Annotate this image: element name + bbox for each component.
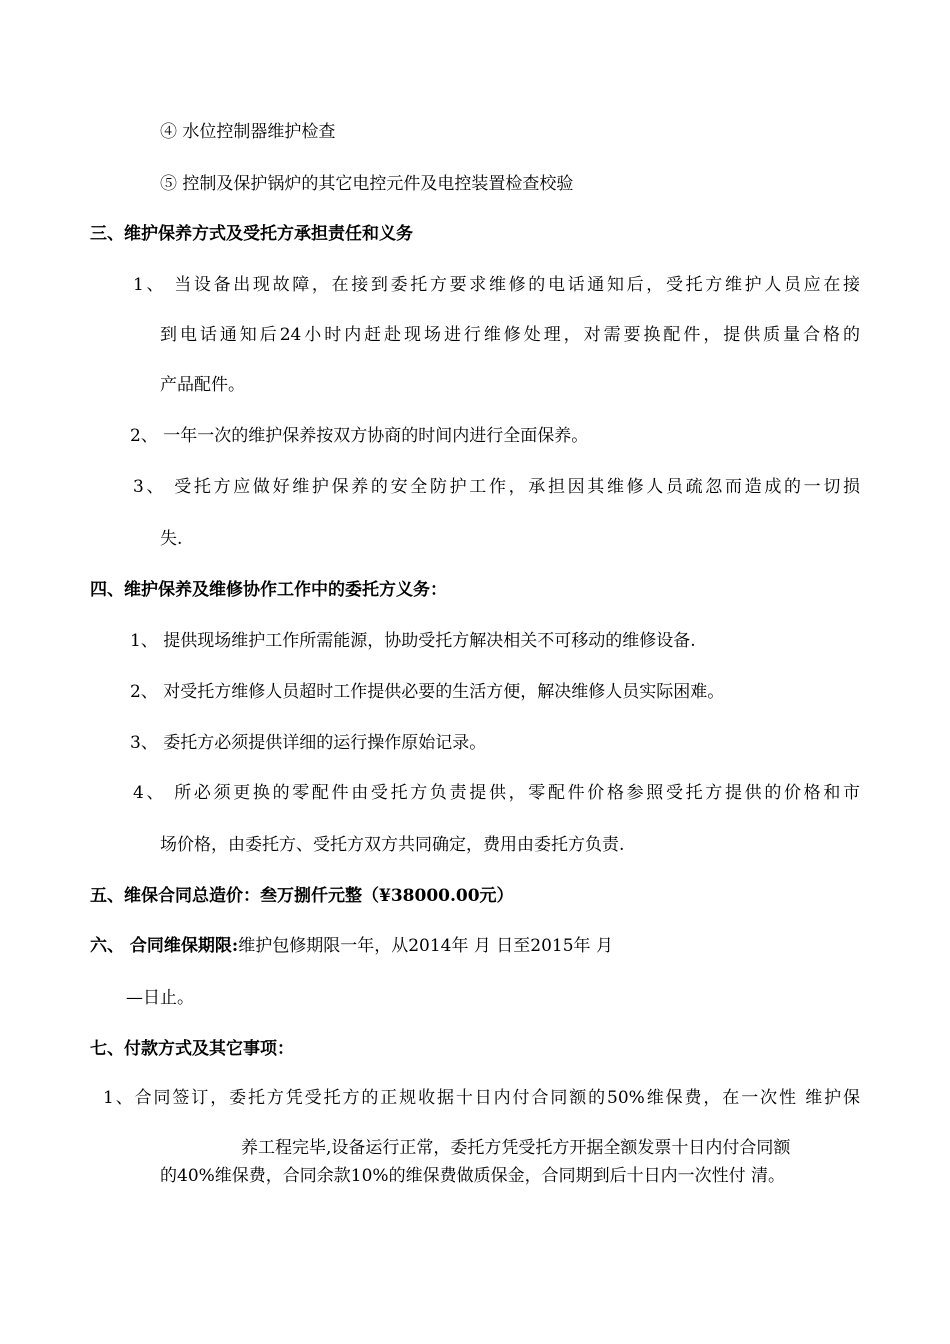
heading-6-text: 维护包修期限一年，从2014年 月 日至2015年 月 (238, 936, 613, 956)
h3-item-3-line-2: 失. (160, 529, 183, 549)
section-heading-6 (90, 934, 613, 958)
h4-item-4-line-1: 4、 所必须更换的零配件由受托方负责提供，零配件价格参照受托方提供的价格和市 (133, 783, 860, 803)
section-heading-5: 五、维保合同总造价：叁万捌仟元整（¥38000.00元） (90, 886, 514, 906)
h3-item-1-line-2: 到电话通知后24小时内赶赴现场进行维修处理，对需要换配件，提供质量合格的 (160, 325, 860, 345)
h7-item-1-line-3: 的40%维保费，合同余款10%的维保费做质保金，合同期到后十日内一次性付 清。 (160, 1166, 785, 1186)
sub-item-5: ⑤ 控制及保护锅炉的其它电控元件及电控装置检查校验 (160, 174, 574, 194)
heading-6-line-2: —日止。 (126, 988, 194, 1008)
sub-item-4: ④ 水位控制器维护检查 (160, 122, 336, 142)
h3-item-2: 2、 一年一次的维护保养按双方协商的时间内进行全面保养。 (130, 426, 589, 446)
heading-6-label: 六、 合同维保期限: (90, 936, 239, 956)
h3-item-3-line-1: 3、 受托方应做好维护保养的安全防护工作，承担因其维修人员疏忽而造成的一切损 (133, 477, 860, 497)
section-heading-7: 七、付款方式及其它事项： (90, 1039, 294, 1059)
section-heading-3: 三、维护保养方式及受托方承担责任和义务 (90, 224, 413, 244)
h7-item-1-line-1: 1、合同签订，委托方凭受托方的正规收据十日内付合同额的50%维保费，在一次性 维护保 (103, 1088, 860, 1108)
h4-item-2: 2、 对受托方维修人员超时工作提供必要的生活方便，解决维修人员实际困难。 (130, 682, 725, 702)
section-heading-4: 四、维护保养及维修协作工作中的委托方义务： (90, 580, 447, 600)
h7-item-1-line-2: 养工程完毕,设备运行正常，委托方凭受托方开据全额发票十日内付合同额 (241, 1138, 791, 1158)
h4-item-4-line-2: 场价格，由委托方、受托方双方共同确定，费用由委托方负责. (160, 835, 625, 855)
h4-item-1: 1、 提供现场维护工作所需能源，协助受托方解决相关不可移动的维修设备. (130, 631, 696, 651)
h4-item-3: 3、 委托方必须提供详细的运行操作原始记录。 (130, 733, 487, 753)
h3-item-1-line-1: 1、 当设备出现故障，在接到委托方要求维修的电话通知后，受托方维护人员应在接 (133, 275, 860, 295)
h3-item-1-line-3: 产品配件。 (160, 375, 245, 395)
